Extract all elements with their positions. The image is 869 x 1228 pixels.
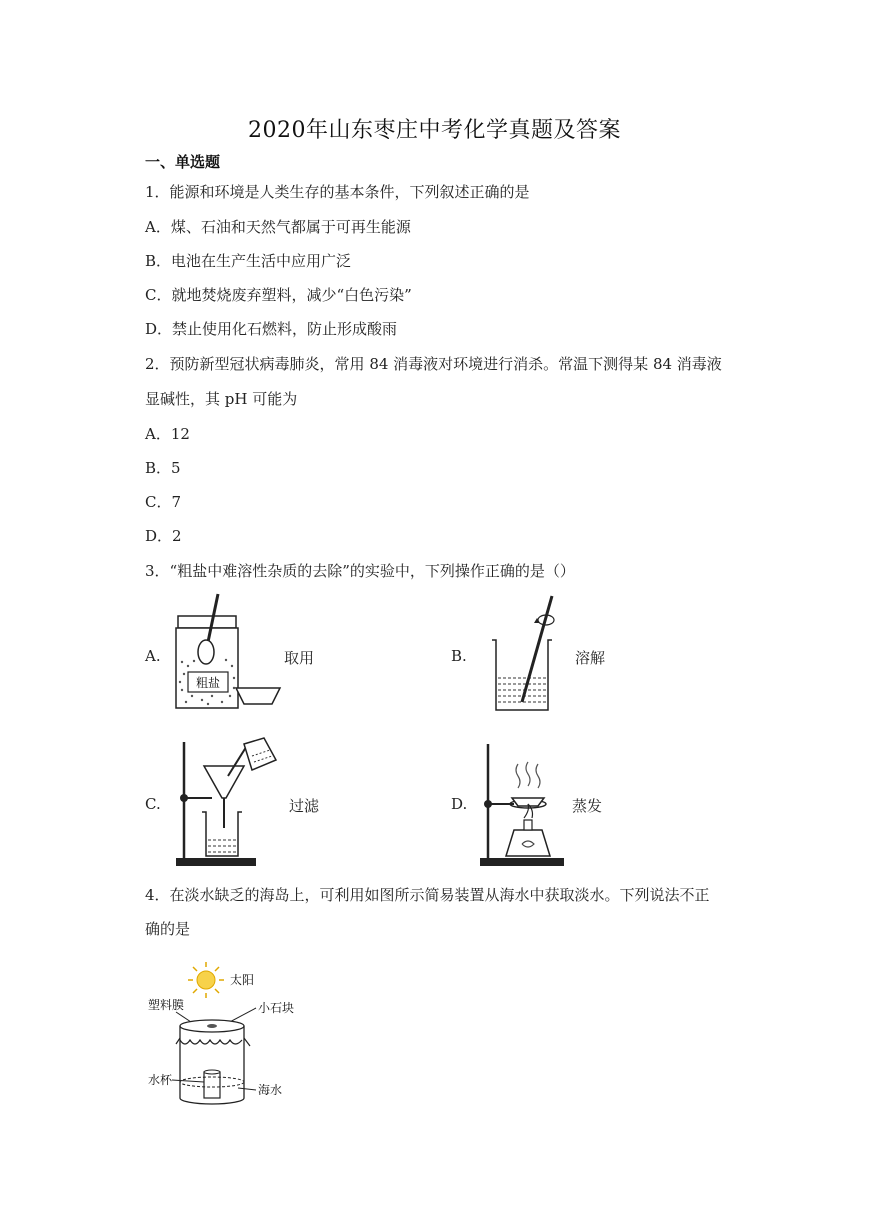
q3-option-b-label: 溶解	[575, 649, 606, 667]
sun-icon	[188, 962, 224, 998]
q4-stem-line2: 确的是	[145, 920, 191, 938]
funnel	[204, 766, 244, 798]
q3-option-d-label: 蒸发	[572, 797, 603, 815]
spoon-bowl	[198, 640, 214, 664]
water-cup	[204, 1072, 220, 1098]
film-label: 塑料膜	[148, 998, 185, 1012]
q4-stem-line1: 4．在淡水缺乏的海岛上，可利用如图所示简易装置从海水中获取淡水。下列说法不正	[145, 886, 710, 904]
q1-option-d: D．禁止使用化石燃料，防止形成酸雨	[145, 320, 398, 338]
small-stone	[207, 1024, 217, 1028]
q3-option-a-letter: A.	[145, 647, 161, 665]
section-heading: 一、单选题	[145, 153, 221, 171]
q3-option-b-figure	[490, 592, 560, 714]
pouring-beaker	[244, 738, 276, 770]
q3-stem: 3．“粗盐中难溶性杂质的去除”的实验中，下列操作正确的是（）	[145, 562, 575, 580]
q2-option-c: C．7	[145, 493, 182, 511]
stone-label: 小石块	[258, 1001, 295, 1015]
stand-base	[176, 858, 256, 866]
q3-option-a-label: 取用	[284, 649, 315, 667]
q1-stem: 1．能源和环境是人类生存的基本条件，下列叙述正确的是	[145, 183, 530, 201]
jar-label: 粗盐	[195, 676, 221, 690]
plastic-film	[180, 1040, 242, 1044]
sun-label: 太阳	[230, 973, 255, 987]
q3-option-c-letter: C.	[145, 795, 161, 813]
q3-option-a-figure	[172, 592, 292, 714]
q2-option-b: B．5	[145, 459, 181, 477]
seawater-label: 海水	[258, 1083, 283, 1097]
q3-option-b-letter: B.	[451, 647, 467, 665]
q2-stem-line2: 显碱性，其 pH 可能为	[145, 390, 298, 408]
q2-option-a: A．12	[145, 425, 190, 443]
cup-label: 水杯	[148, 1073, 173, 1087]
q2-stem-line1: 2．预防新型冠状病毒肺炎，常用 84 消毒液对环境进行消杀。常温下测得某 84 消毒液	[145, 355, 722, 373]
q3-option-c-label: 过滤	[289, 797, 320, 815]
q4-desalination-figure	[142, 958, 312, 1113]
q3-option-c-figure	[172, 736, 282, 870]
jar-lid	[178, 616, 236, 628]
q3-option-d-letter: D.	[451, 795, 468, 813]
steam	[516, 764, 520, 788]
q1-option-c: C．就地焚烧废弃塑料，减少“白色污染”	[145, 286, 412, 304]
alcohol-lamp	[506, 830, 550, 856]
page-title: 2020年山东枣庄中考化学真题及答案	[248, 118, 621, 143]
q2-option-d: D．2	[145, 527, 182, 545]
q1-option-a: A．煤、石油和天然气都属于可再生能源	[145, 218, 411, 236]
q1-option-b: B．电池在生产生活中应用广泛	[145, 252, 352, 270]
receiving-beaker	[202, 812, 242, 856]
stir-arrow-head	[534, 618, 540, 623]
stand-base	[480, 858, 564, 866]
evaporating-dish	[236, 688, 280, 704]
